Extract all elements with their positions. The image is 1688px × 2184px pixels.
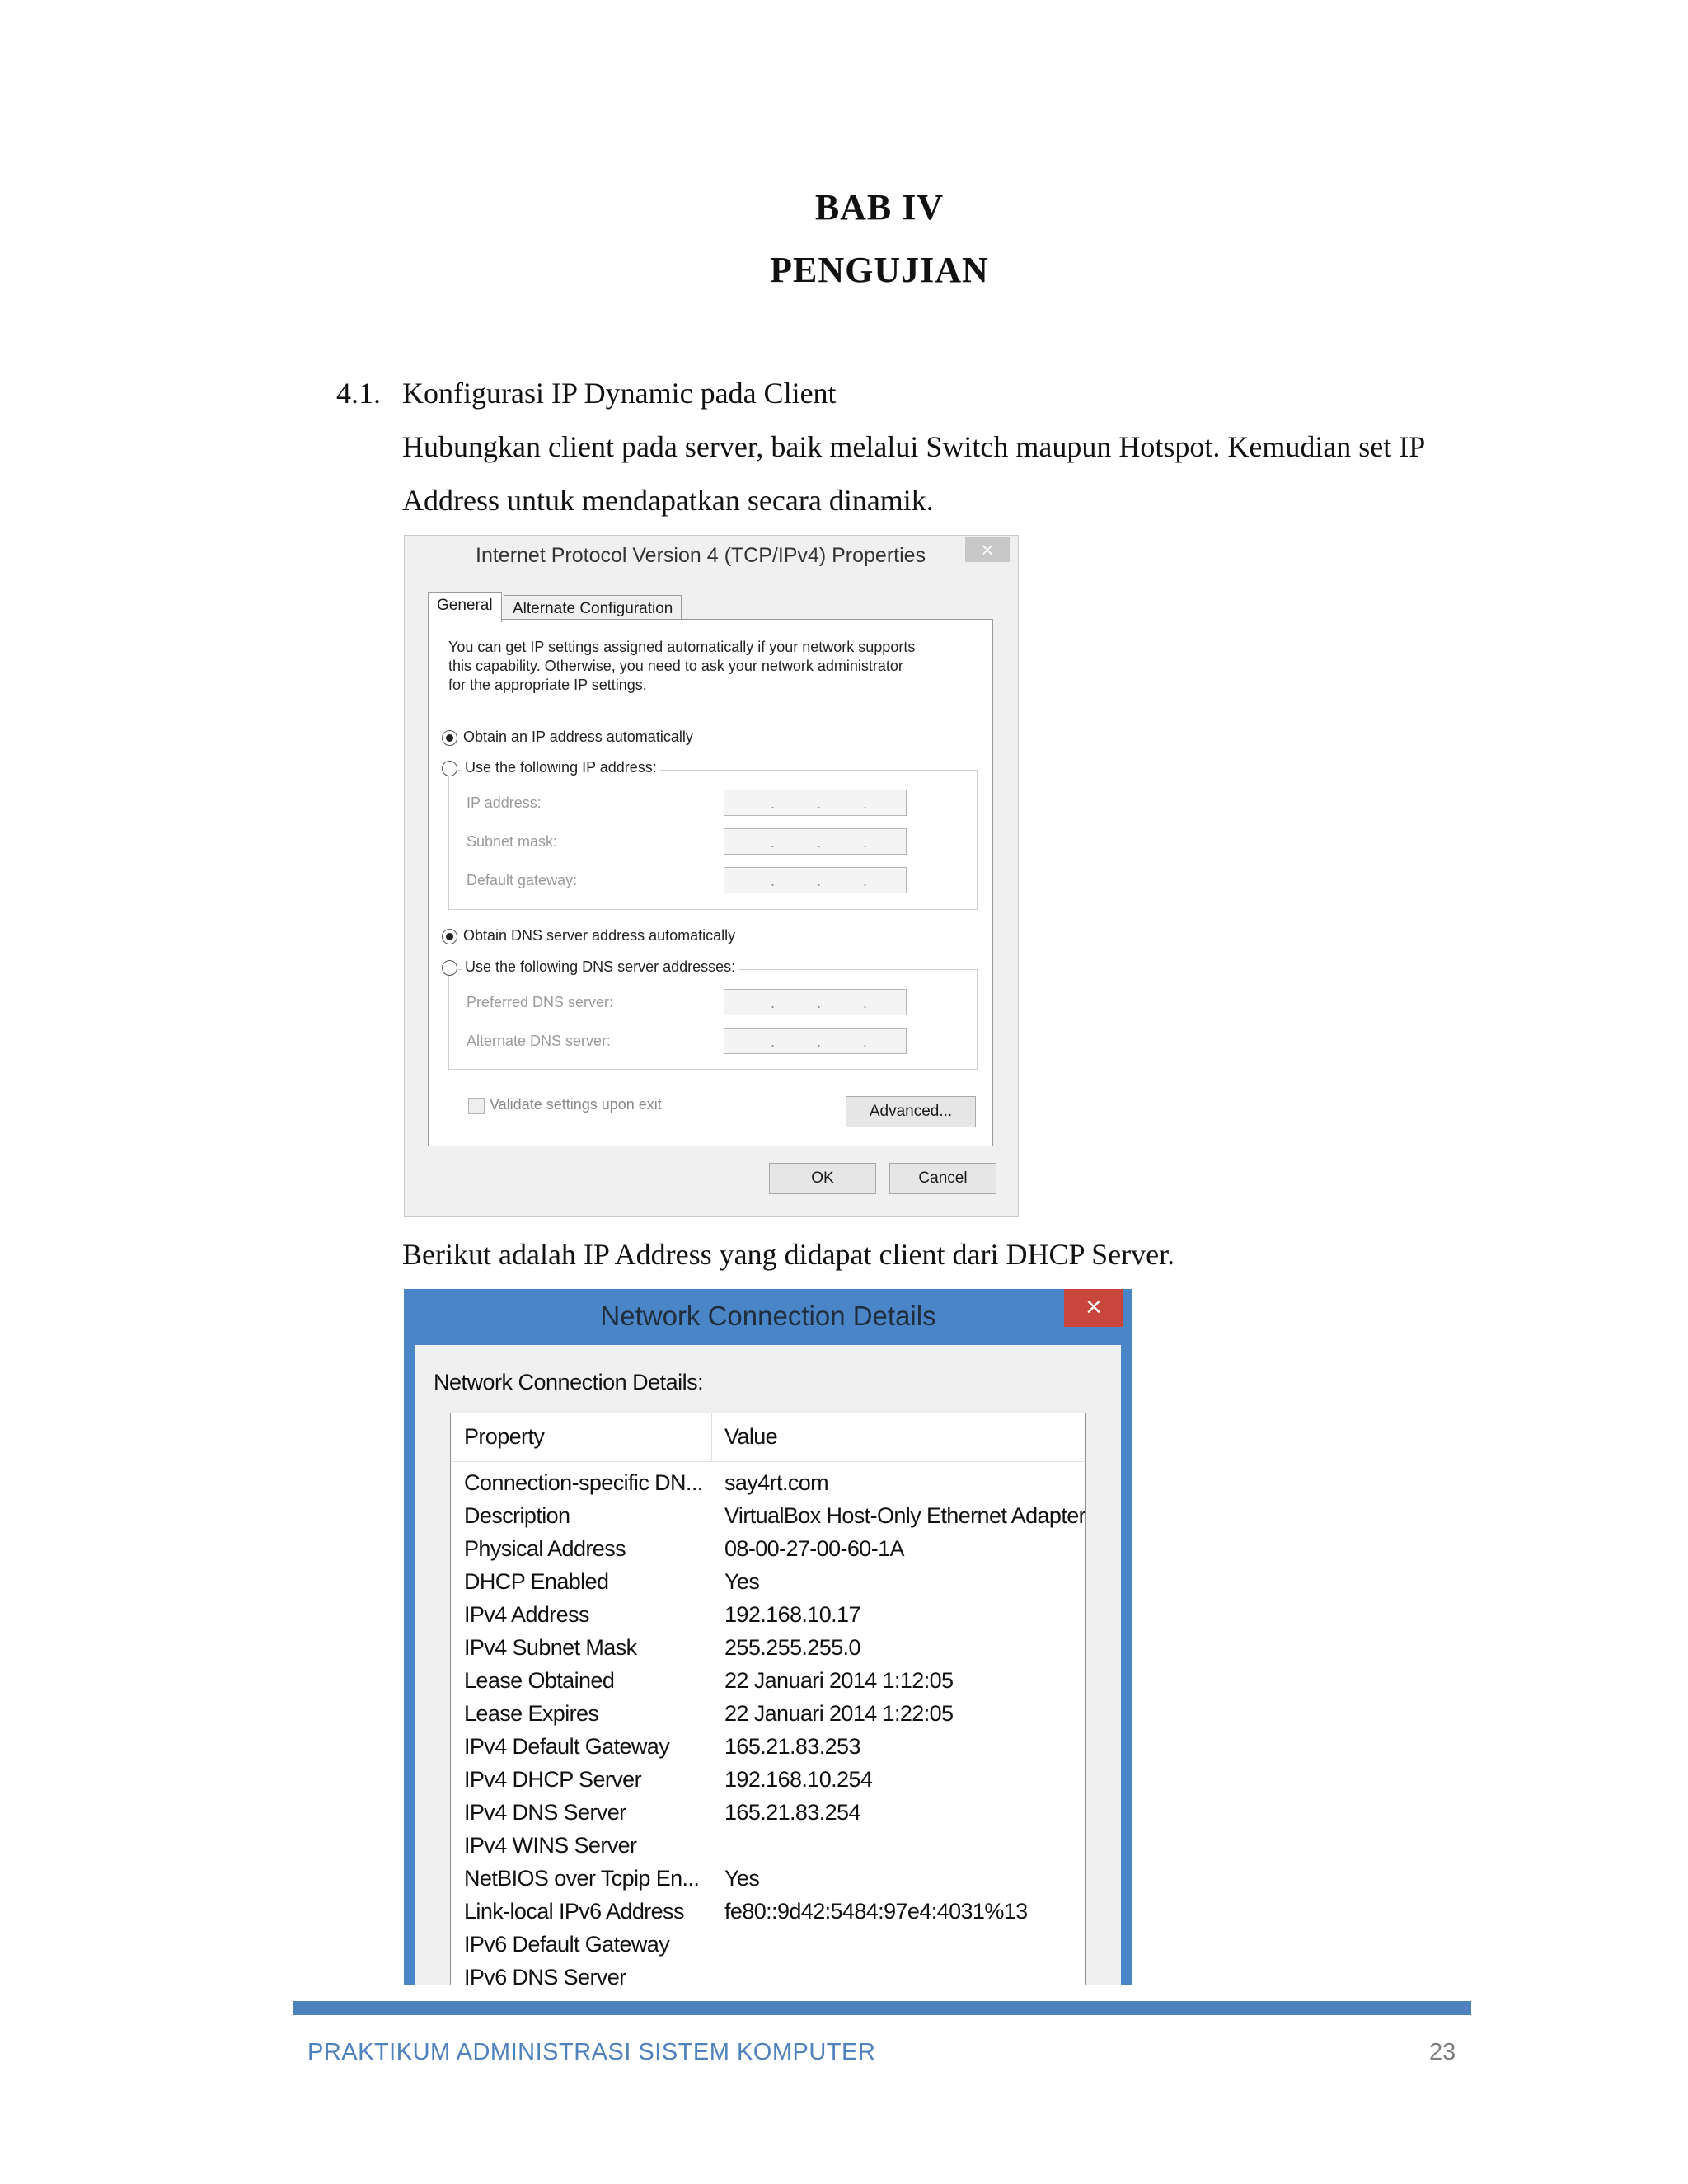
row-property: Lease Obtained <box>464 1668 615 1693</box>
row-property: IPv4 DHCP Server <box>464 1767 641 1792</box>
radio-ip-auto-label: Obtain an IP address automatically <box>463 729 693 745</box>
row-value: 192.168.10.254 <box>724 1767 873 1792</box>
table-row[interactable] <box>451 1965 1085 1985</box>
table-row[interactable] <box>451 1668 1085 1701</box>
table-row[interactable] <box>451 1569 1085 1602</box>
footer-text: PRAKTIKUM ADMINISTRASI SISTEM KOMPUTER <box>307 2039 876 2065</box>
footer-bar <box>293 2001 1471 2015</box>
row-value: VirtualBox Host-Only Ethernet Adapter <box>724 1503 1086 1528</box>
ipv4-properties-dialog <box>404 535 1019 1217</box>
paragraph-line: Hubungkan client pada server, baik melalui Switch maupun Hotspot. Kemudian set IP <box>402 430 1426 463</box>
table-row[interactable] <box>451 1536 1085 1569</box>
row-property: DHCP Enabled <box>464 1569 609 1594</box>
row-value: say4rt.com <box>724 1470 829 1495</box>
page-number: 23 <box>1429 2039 1456 2065</box>
chapter-number: BAB IV <box>814 187 945 227</box>
table-row[interactable] <box>451 1866 1085 1899</box>
preferred-dns-label: Preferred DNS server: <box>467 994 614 1010</box>
ip-address-input[interactable]: . . . <box>724 790 907 816</box>
dialog-title: Network Connection Details <box>600 1301 936 1331</box>
table-row[interactable] <box>451 1635 1085 1668</box>
row-value: 192.168.10.17 <box>724 1602 860 1627</box>
dialog-body <box>415 1345 1121 1985</box>
ok-button[interactable]: OK <box>769 1163 876 1194</box>
row-value: Yes <box>724 1569 760 1594</box>
network-connection-details-dialog <box>404 1289 1132 1985</box>
row-property: Description <box>464 1503 570 1528</box>
row-property: IPv4 Subnet Mask <box>464 1635 637 1660</box>
table-row[interactable] <box>451 1800 1085 1833</box>
radio-ip-manual-label: Use the following IP address: <box>462 758 660 777</box>
close-button[interactable]: × <box>965 537 1010 562</box>
intro-line: for the appropriate IP settings. <box>448 677 647 693</box>
row-property: IPv4 Default Gateway <box>464 1734 670 1759</box>
paragraph-line: Berikut adalah IP Address yang didapat client dari DHCP Server. <box>402 1238 1175 1271</box>
details-list[interactable] <box>450 1413 1086 1985</box>
ip-address-label: IP address: <box>467 794 542 811</box>
alternate-dns-label: Alternate DNS server: <box>467 1033 612 1049</box>
subnet-mask-input[interactable]: . . . <box>724 828 907 855</box>
table-row[interactable] <box>451 1503 1085 1536</box>
row-property: IPv6 Default Gateway <box>464 1932 670 1957</box>
validate-label: Validate settings upon exit <box>490 1096 662 1113</box>
row-property: IPv4 WINS Server <box>464 1833 637 1858</box>
column-divider[interactable] <box>711 1413 712 1461</box>
section-title: Konfigurasi IP Dynamic pada Client <box>402 377 837 410</box>
row-value: fe80::9d42:5484:97e4:4031%13 <box>724 1899 1028 1924</box>
table-row[interactable] <box>451 1602 1085 1635</box>
intro-line: You can get IP settings assigned automatically if your network supports <box>448 639 916 655</box>
chapter-title: PENGUJIAN <box>770 250 989 290</box>
list-header <box>451 1413 1085 1462</box>
table-row[interactable] <box>451 1470 1085 1503</box>
radio-dns-manual-label: Use the following DNS server addresses: <box>462 958 738 977</box>
row-value: 08-00-27-00-60-1A <box>724 1536 904 1561</box>
intro-line: this capability. Otherwise, you need to ask your network administrator <box>448 658 903 674</box>
row-property: Lease Expires <box>464 1701 599 1726</box>
row-value: 22 Januari 2014 1:22:05 <box>724 1701 954 1726</box>
dns-server-group <box>448 969 978 1070</box>
table-row[interactable] <box>451 1767 1085 1800</box>
row-value: 22 Januari 2014 1:12:05 <box>724 1668 954 1693</box>
table-row[interactable] <box>451 1833 1085 1866</box>
radio-ip-auto[interactable] <box>442 730 457 746</box>
section-number: 4.1. <box>336 377 381 410</box>
close-button[interactable]: × <box>1064 1289 1123 1327</box>
row-value: 255.255.255.0 <box>724 1635 860 1660</box>
tab-alternate-configuration[interactable]: Alternate Configuration <box>504 595 682 622</box>
table-row[interactable] <box>451 1899 1085 1932</box>
row-property: IPv4 Address <box>464 1602 589 1627</box>
radio-dns-auto[interactable] <box>442 929 457 944</box>
radio-dns-auto-label: Obtain DNS server address automatically <box>463 927 736 944</box>
details-label: Network Connection Details: <box>434 1370 704 1394</box>
row-property: Connection-specific DN... <box>464 1470 703 1495</box>
cancel-button[interactable]: Cancel <box>889 1163 996 1194</box>
row-property: NetBIOS over Tcpip En... <box>464 1866 700 1891</box>
alternate-dns-input[interactable]: . . . <box>724 1028 907 1054</box>
tab-general[interactable]: General <box>428 592 502 622</box>
table-row[interactable] <box>451 1734 1085 1767</box>
radio-dns-manual[interactable] <box>442 960 457 976</box>
row-value: 165.21.83.254 <box>724 1800 860 1825</box>
general-panel <box>428 619 993 1146</box>
advanced-button[interactable]: Advanced... <box>846 1096 976 1127</box>
dialog-title: Internet Protocol Version 4 (TCP/IPv4) Properties <box>476 544 926 567</box>
validate-checkbox[interactable] <box>468 1098 485 1114</box>
column-header-property[interactable]: Property <box>464 1424 545 1449</box>
table-row[interactable] <box>451 1701 1085 1734</box>
table-row[interactable] <box>451 1932 1085 1965</box>
row-property: Link-local IPv6 Address <box>464 1899 684 1924</box>
default-gateway-input[interactable]: . . . <box>724 867 907 893</box>
preferred-dns-input[interactable]: . . . <box>724 989 907 1015</box>
row-property: Physical Address <box>464 1536 626 1561</box>
paragraph-line: Address untuk mendapatkan secara dinamik. <box>402 484 934 517</box>
column-header-value[interactable]: Value <box>724 1424 778 1449</box>
radio-ip-manual[interactable] <box>442 761 457 776</box>
row-value: 165.21.83.253 <box>724 1734 860 1759</box>
subnet-mask-label: Subnet mask: <box>467 833 558 850</box>
row-value: Yes <box>724 1866 760 1891</box>
row-property: IPv4 DNS Server <box>464 1800 626 1825</box>
default-gateway-label: Default gateway: <box>467 872 578 888</box>
row-property: IPv6 DNS Server <box>464 1965 626 1985</box>
